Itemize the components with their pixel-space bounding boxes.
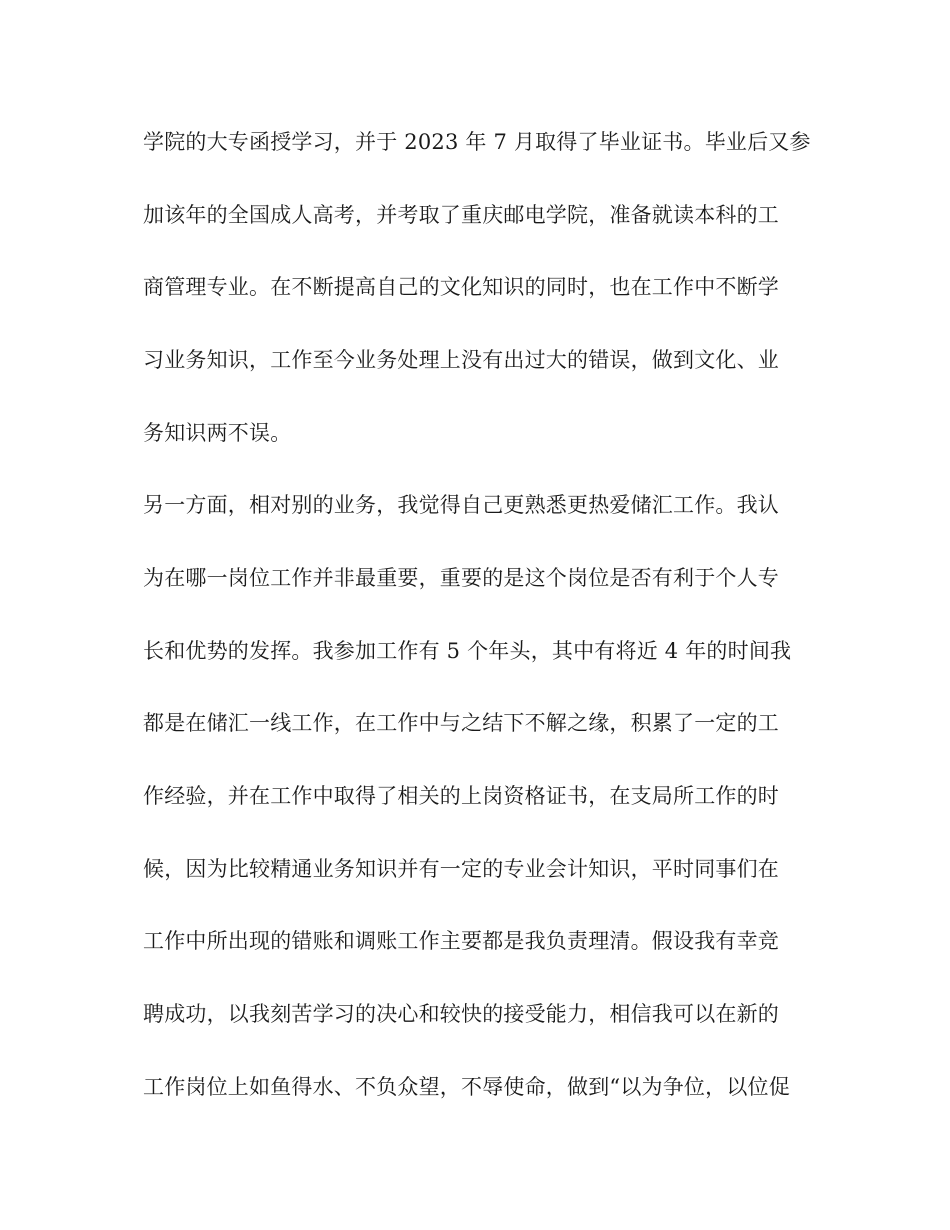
paragraph-2-line-4: 都是在储汇一线工作，在工作中与之结下不解之缘，积累了一定的工 bbox=[143, 711, 779, 735]
paragraph-2-line-2: 为在哪一岗位工作并非最重要，重要的是这个岗位是否有利于个人专 bbox=[143, 566, 779, 590]
paragraph-1-line-3: 商管理专业。在不断提高自己的文化知识的同时，也在工作中不断学 bbox=[143, 275, 779, 299]
paragraph-2-line-9: 工作岗位上如鱼得水、不负众望，不辱使命，做到“以为争位，以位促 bbox=[143, 1075, 790, 1099]
paragraph-2-line-6: 候，因为比较精通业务知识并有一定的专业会计知识，平时同事们在 bbox=[143, 857, 779, 881]
paragraph-1-line-1: 学院的大专函授学习，并于 2023 年 7 月取得了毕业证书。毕业后又参 bbox=[143, 130, 811, 154]
paragraph-1-line-4: 习业务知识，工作至今业务处理上没有出过大的错误，做到文化、业 bbox=[143, 348, 779, 372]
paragraph-2-line-1: 另一方面，相对别的业务，我觉得自己更熟悉更热爱储汇工作。我认 bbox=[143, 493, 779, 517]
paragraph-1-line-2: 加该年的全国成人高考，并考取了重庆邮电学院，准备就读本科的工 bbox=[143, 203, 779, 227]
paragraph-2-line-7: 工作中所出现的错账和调账工作主要都是我负责理清。假设我有幸竞 bbox=[143, 929, 779, 953]
paragraph-2-line-5: 作经验，并在工作中取得了相关的上岗资格证书，在支局所工作的时 bbox=[143, 784, 779, 808]
paragraph-2-line-8: 聘成功，以我刻苦学习的决心和较快的接受能力，相信我可以在新的 bbox=[143, 1002, 779, 1026]
paragraph-1-line-5: 务知识两不误。 bbox=[143, 421, 292, 445]
paragraph-2-line-3: 长和优势的发挥。我参加工作有 5 个年头，其中有将近 4 年的时间我 bbox=[143, 639, 792, 663]
